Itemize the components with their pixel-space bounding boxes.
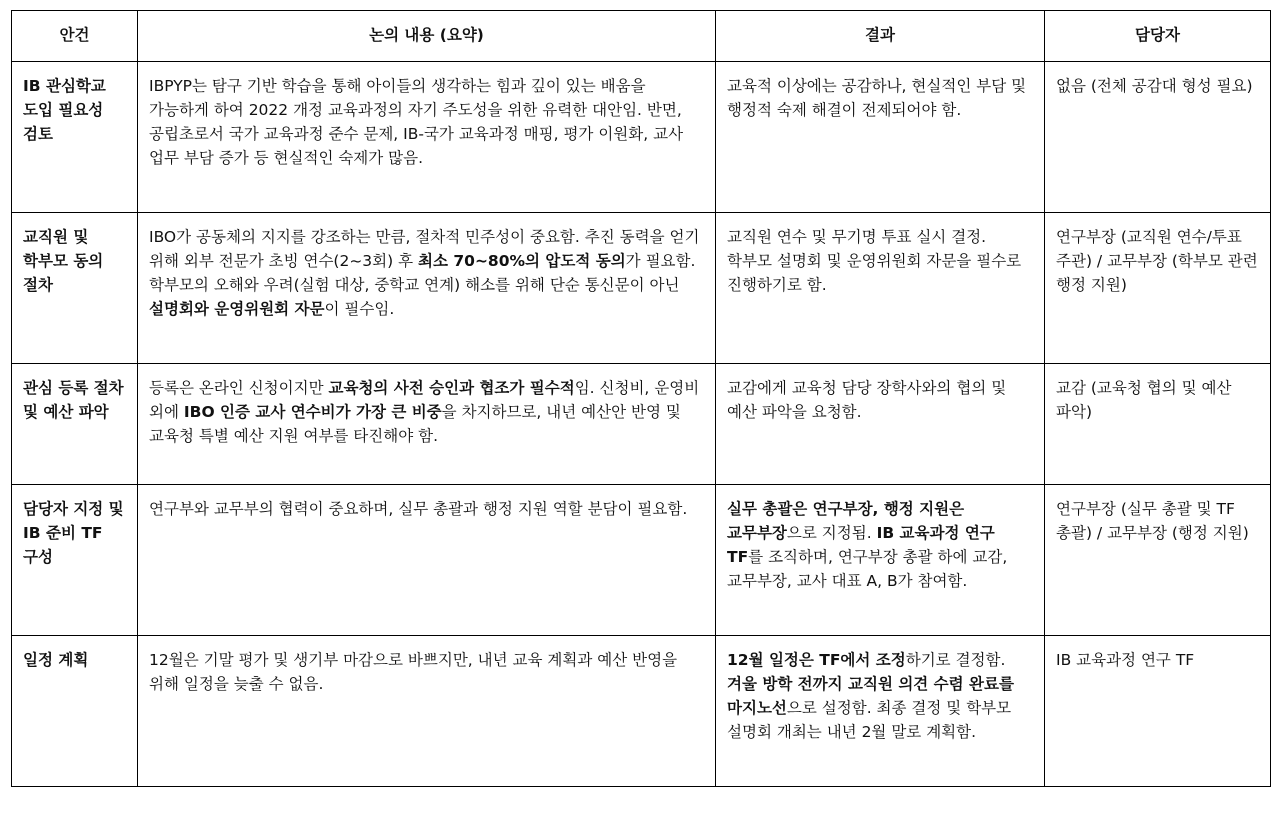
emphasis-text: 12월 일정은 TF에서 조정 — [727, 651, 906, 669]
header-owner: 담당자 — [1045, 11, 1271, 62]
cell-text: 교감에게 교육청 담당 장학사와의 협의 및 예산 파악을 요청함. — [727, 379, 1007, 421]
cell-text: 를 조직하며, 연구부장 총괄 하에 교감, 교무부장, 교사 대표 A, B가 참여함. — [727, 548, 1008, 590]
emphasis-text: IBO 인증 교사 연수비가 가장 큰 비중 — [183, 403, 442, 421]
cell-text: 이 필수임. — [324, 300, 395, 318]
discussion-cell — [138, 364, 716, 485]
cell-text: 으로 지정됨. — [786, 524, 877, 542]
discussion-cell — [138, 62, 716, 213]
cell-text: 임. 신청비, 운영비 외에 — [149, 379, 700, 421]
table-row — [12, 62, 1271, 213]
table-row — [12, 636, 1271, 787]
emphasis-text: 최소 70~80%의 압도적 동의 — [418, 252, 626, 270]
cell-text: 12월은 기말 평가 및 생기부 마감으로 바쁘지만, 내년 교육 계획과 예산 반영을 위해 일정을 늦출 수 없음. — [149, 651, 678, 693]
emphasis-text: 겨울 방학 전까지 교직원 의견 수렴 완료를 마지노선 — [727, 675, 1014, 717]
topic-cell: IB 관심학교 도입 필요성 검토 — [12, 62, 138, 213]
emphasis-text: 설명회와 운영위원회 자문 — [149, 300, 325, 318]
table-row — [12, 213, 1271, 364]
table-header-row — [12, 11, 1271, 62]
cell-text: 하기로 결정함. — [905, 651, 1006, 669]
emphasis-text: 실무 총괄은 연구부장, 행정 지원은 교무부장 — [727, 500, 965, 542]
cell-text: 으로 설정함. 최종 결정 및 학부모 설명회 개최는 내년 2월 말로 계획함. — [727, 699, 1012, 741]
topic-cell: 담당자 지정 및 IB 준비 TF 구성 — [12, 485, 138, 636]
table-row — [12, 364, 1271, 485]
topic-cell: 관심 등록 절차 및 예산 파악 — [12, 364, 138, 485]
emphasis-text: IB 교육과정 연구 TF — [727, 524, 995, 566]
cell-text: 가 필요함. 학부모의 오해와 우려(실험 대상, 중학교 연계) 해소를 위해 단순 통신문이 아닌 — [149, 252, 696, 294]
cell-text: 연구부와 교무부의 협력이 중요하며, 실무 총괄과 행정 지원 역할 분담이 필요함. — [149, 500, 688, 518]
header-result: 결과 — [716, 11, 1045, 62]
table-row — [12, 485, 1271, 636]
header-topic: 안건 — [12, 11, 138, 62]
header-discussion: 논의 내용 (요약) — [138, 11, 716, 62]
cell-text: 교육적 이상에는 공감하나, 현실적인 부담 및 행정적 숙제 해결이 전제되어야 함. — [727, 77, 1027, 119]
owner-cell: IB 교육과정 연구 TF — [1045, 636, 1271, 787]
owner-cell: 교감 (교육청 협의 및 예산 파악) — [1045, 364, 1271, 485]
result-cell — [716, 636, 1045, 787]
cell-text: 을 차지하므로, 내년 예산안 반영 및 교육청 특별 예산 지원 여부를 타진해야 함. — [149, 403, 681, 445]
cell-text: 등록은 온라인 신청이지만 — [149, 379, 329, 397]
meeting-minutes-table — [11, 10, 1271, 787]
discussion-cell — [138, 636, 716, 787]
emphasis-text: 교육청의 사전 승인과 협조가 필수적 — [328, 379, 575, 397]
discussion-cell — [138, 213, 716, 364]
topic-cell: 일정 계획 — [12, 636, 138, 787]
result-cell — [716, 62, 1045, 213]
cell-text: IBPYP는 탐구 기반 학습을 통해 아이들의 생각하는 힘과 깊이 있는 배움을 가능하게 하여 2022 개정 교육과정의 자기 주도성을 위한 유력한 대안임. 반면, 공립초로서 국가 교육과정 준수 문제, IB-국가 교육과정 매핑, 평가 이원화, 교사 업무 부담 증가 등 현실적인 숙제가 많음. — [149, 77, 684, 167]
discussion-cell — [138, 485, 716, 636]
result-cell — [716, 213, 1045, 364]
result-cell — [716, 485, 1045, 636]
topic-cell: 교직원 및 학부모 동의 절차 — [12, 213, 138, 364]
owner-cell: 연구부장 (교직원 연수/투표 주관) / 교무부장 (학부모 관련 행정 지원) — [1045, 213, 1271, 364]
cell-text: 교직원 연수 및 무기명 투표 실시 결정. 학부모 설명회 및 운영위원회 자문을 필수로 진행하기로 함. — [727, 228, 1022, 294]
owner-cell: 연구부장 (실무 총괄 및 TF 총괄) / 교무부장 (행정 지원) — [1045, 485, 1271, 636]
owner-cell: 없음 (전체 공감대 형성 필요) — [1045, 62, 1271, 213]
result-cell — [716, 364, 1045, 485]
cell-text: IBO가 공동체의 지지를 강조하는 만큼, 절차적 민주성이 중요함. 추진 동력을 얻기 위해 외부 전문가 초빙 연수(2~3회) 후 — [149, 228, 700, 270]
